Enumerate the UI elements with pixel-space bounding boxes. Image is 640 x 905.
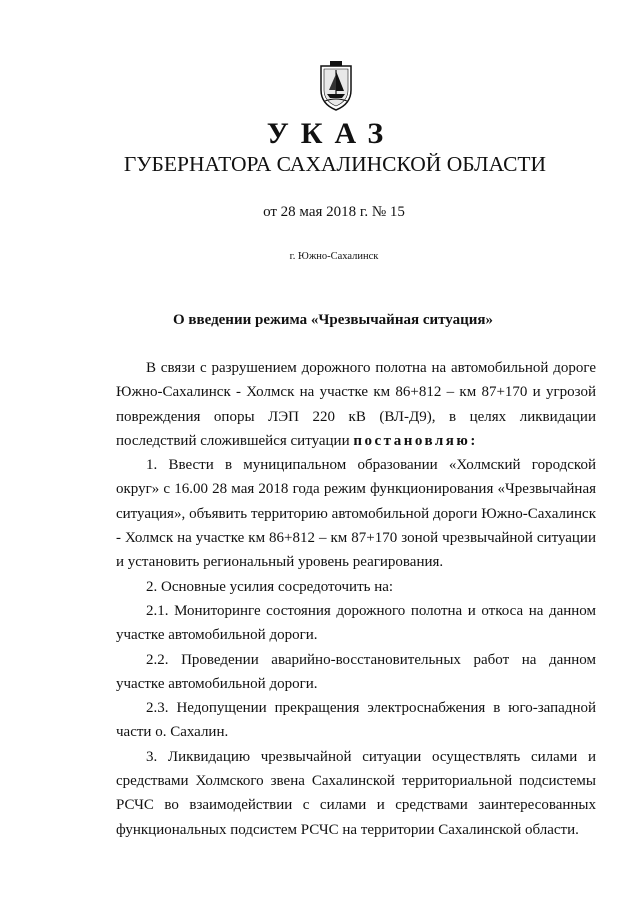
intro-paragraph	[116, 356, 596, 453]
paragraph-2: 2. Основные усилия сосредоточить на:	[146, 578, 394, 595]
decree-heading: О введении режима «Чрезвычайная ситуация»	[172, 312, 494, 328]
paragraph-1: 1. Ввести в муниципальном образовании «Холмский городской округ» с 16.00 28 мая 2018 года режим функционирования «Чрезвычайная ситуация», объявить территорию автомобильной дороги Южно-Сахалинск - Холмск на участке км 86+812 – км 87+170 зоной чрезвычайной ситуации и установить региональный уровень реагирования.	[116, 457, 596, 571]
issue-city: г. Южно-Сахалинск	[289, 251, 379, 262]
paragraph-2-3: 2.3. Недопущении прекращения электроснабжения в юго-западной части о. Сахалин.	[116, 700, 596, 741]
paragraph-2-1: 2.1. Мониторинге состояния дорожного полотна и откоса на данном участке автомобильной дороги.	[116, 602, 596, 644]
decree-body	[116, 356, 596, 842]
issuer-title: ГУБЕРНАТОРА САХАЛИНСКОЙ ОБЛАСТИ	[123, 152, 547, 176]
decree-title: УКАЗ	[266, 117, 396, 150]
intro-text: В связи с разрушением дорожного полотна на автомобильной дороге Южно-Сахалинск - Холмск на участке км 86+812 – км 87+170 и угрозой повреждения опоры ЛЭП 220 кВ (ВЛ-Д9), в целях ликвидации последствий сложившейся ситуации	[116, 360, 596, 449]
paragraph-3: 3. Ликвидацию чрезвычайной ситуации осуществлять силами и средствами Холмского звена Сахалинской территориальной подсистемы РСЧС во взаимодействии с силами и средствами заинтересованных функциональных подсистем РСЧС на территории Сахалинской области.	[116, 748, 596, 838]
paragraph-2-2: 2.2. Проведении аварийно-восстановительных работ на данном участке автомобильной дороги.	[116, 651, 596, 692]
decree-keyword: постановляю:	[353, 432, 478, 449]
coat-of-arms-icon	[319, 60, 353, 112]
decree-date-number: от 28 мая 2018 г. № 15	[263, 204, 405, 220]
